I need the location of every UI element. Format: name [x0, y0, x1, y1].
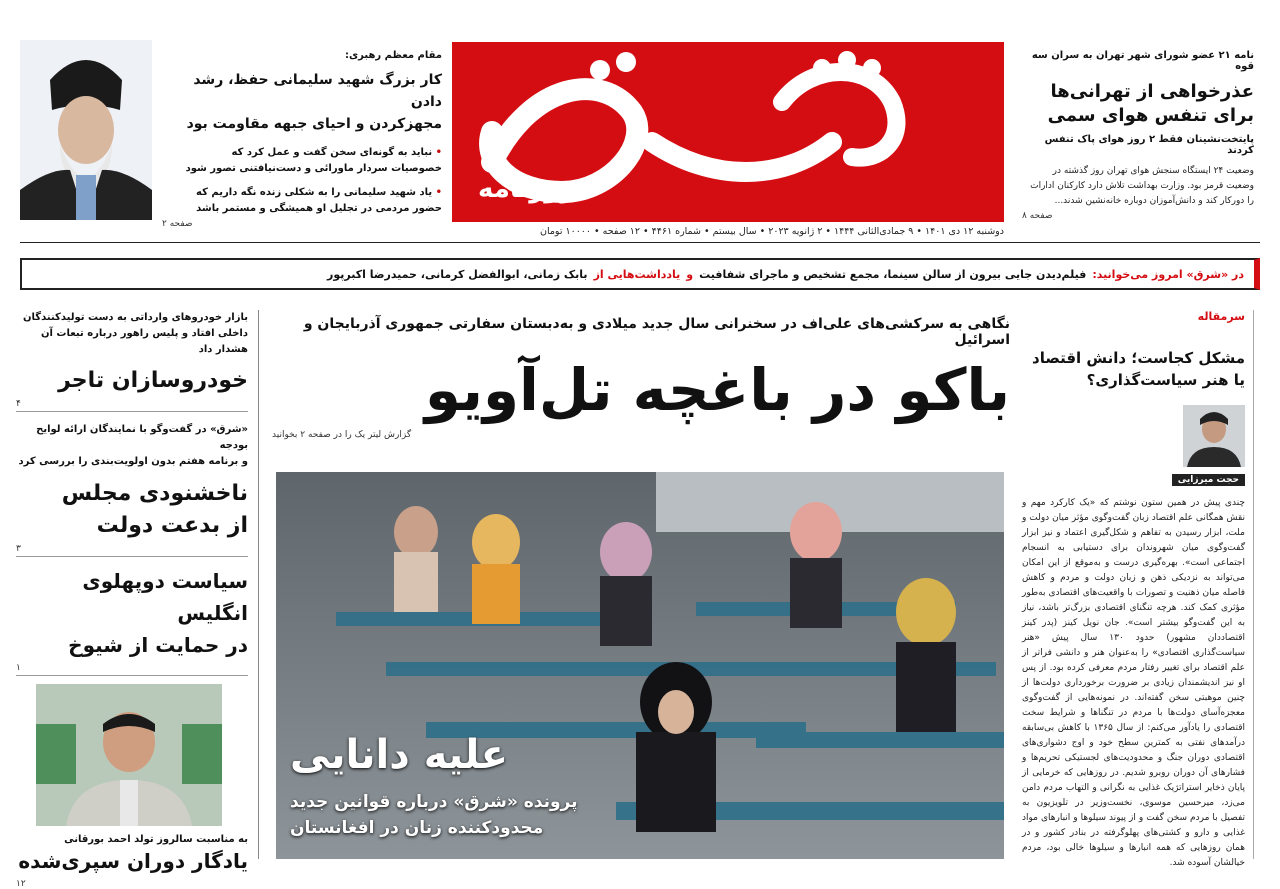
- top-right-page: صفحه ۸: [1022, 211, 1053, 221]
- editorial-headline-1: مشکل کجاست؛ دانش اقتصاد: [1032, 349, 1245, 367]
- top-right-kicker: نامه ۲۱ عضو شورای شهر تهران به سران سه قوه: [1031, 50, 1254, 72]
- story3-headline-2: در حمایت از شیوخ: [68, 633, 248, 657]
- story1-kicker-1: بازار خودروهای وارداتی به دست تولیدکنندگان: [23, 312, 248, 323]
- story1-headline: خودروسازان تاجر: [58, 368, 248, 393]
- story2-page: ۳: [16, 544, 248, 557]
- bourghani-photo: [36, 684, 222, 826]
- top-left-kicker: مقام معظم رهبری:: [344, 50, 442, 61]
- editorial-author: حجت میرزایی: [1172, 474, 1245, 486]
- top-left-story: [162, 50, 442, 229]
- lead-credit: گزارش لیتر یک را در صفحه ۲ بخوانید: [272, 430, 412, 440]
- feature-sub-1: پرونده «شرق» درباره قوانین جدید: [290, 792, 578, 812]
- story1-page: ۴: [16, 399, 248, 412]
- masthead: [452, 42, 1004, 222]
- feature-headline: علیه دانایی: [290, 732, 508, 778]
- portrait-leader: [20, 40, 152, 220]
- masthead-small-text: روزنامه: [478, 174, 576, 204]
- story3-headline-1: سیاست دوپهلوی انگلیس: [82, 569, 248, 625]
- story1-kicker-2: داخلی افتاد و پلیس راهور درباره تبعات آن هشدار داد: [40, 328, 248, 355]
- story4-page: ۱۲: [16, 879, 26, 889]
- teaser-text-1: فیلم‌دیدن جایی بیرون از سالن سینما، مجمع تشخیص و ماجرای شفافیت: [699, 267, 1087, 281]
- top-left-bullet-1a: • نباید به گونه‌ای سخن گفت و عمل کرد که: [162, 145, 442, 161]
- top-right-headline-2: برای تنفس هوای سمی: [1047, 105, 1254, 126]
- left-column: [16, 310, 248, 889]
- top-left-headline-2: مجهزکردن و احیای جبهه مقاومت بود: [186, 116, 442, 132]
- editorial-section: سرمقاله: [1197, 310, 1245, 323]
- top-left-bullet-1b: خصوصیات سردار ماورائی و دست‌نیافتنی تصور شود: [185, 163, 442, 174]
- story4-headline: یادگار دوران سپری‌شده: [18, 849, 248, 873]
- top-left-bullet-2b: حضور مردمی در تجلیل او همیشگی و مستمر باشد: [196, 203, 442, 214]
- bourghani-photo-icon: [36, 684, 222, 826]
- story4-kicker: به مناسبت سالروز تولد احمد بورقانی: [64, 834, 248, 845]
- top-right-body: وضعیت ۲۴ ایستگاه سنجش هوای تهران روز گذشته در وضعیت قرمز بود. وزارت بهداشت تلاش دارد کارکنان ادارات را دورکار کند و دانش‌آموزان دوباره خانه‌نشین شدند...: [1030, 166, 1254, 206]
- top-left-headline-1: کار بزرگ شهید سلیمانی حفظ، رشد دادن: [193, 72, 442, 110]
- left-column-divider: [258, 310, 259, 859]
- editorial-body: چندی پیش در همین ستون نوشتم که «یک کارکرد مهم و نقش همگانی علم اقتصاد زبان گفت‌وگوی مؤثر میان دولت و ملت، ابزار رسیدن به تفاهم و شکل‌گیری اعتماد و نیز ابزار گفت‌وگوی میان شهروندان برای دستیابی به انسجام اجتماعی است». بهره‌گیری درست و به‌موقع از این امکان می‌تواند به نزدیکی ذهن و زبان دولت و مردم و کاهش فاصله میان ذهنیت و تصورات با واقعیت‌های اقتصادی به‌طور مؤثری کمک کند. هرچه تنگنای اقتصادی بزرگ‌تر باشد، نیاز به این گفت‌وگو بیشتر است». جان نویل کینز (پدر کینز اقتصاددان مشهور) حدود ۱۳۰ سال پیش «هنر سیاست‌گذاری اقتصادی» را به‌عنوان هنر و دانشی فراتر از علم اقتصاد برای تغییر رفتار مردم معرفی کرده بود. از پس او نیز اندیشمندان زیادی بر ضرورت برخورداری دولت‌ها از چنین موهبتی سخن گفته‌اند. در نمونه‌هایی از گفت‌وگوی معجزه‌آسای دولت‌ها با مردم در تنگناها و شرایط سخت اقتصادی را یادآور می‌کنم: از سال ۱۳۶۵ با کاهش بی‌سابقه درآمدهای نفتی به کمترین سطح خود و اوج دشواری‌های اقتصادی دوران جنگ و محدودیت‌های لجستیکی تحریم‌ها و فشارهای آن دوران روبرو شدیم. در روزهایی که خرمایی از پایان ذخایر استراتژیک غذایی به نگرانی و التهاب مردم دامن می‌زد، میرحسین موسوی، نخست‌وزیر در تلویزیون به تفصیل با مردم سخن گفت و از پیوند سیلوها و انبارهای مواد غذایی و دارو و کشتی‌های پهلوگرفته در بنادر کشور و در همان روزهایی که همه انبارها و سیلوها خالی بود، مردم خیالشان آسوده شد.: [1022, 498, 1246, 868]
- top-left-page: صفحه ۲: [162, 219, 193, 229]
- lead-kicker: نگاهی به سرکشی‌های علی‌اف در سخنرانی سال جدید میلادی و به‌دبستان سفارتی جمهوری آذربایجان و اسرائیل: [303, 316, 1010, 348]
- teaser-text-2: بابک زمانی، ابوالفضل کرمانی، حمیدرضا اکبرپور: [327, 267, 588, 281]
- header-rule: [20, 242, 1260, 243]
- author-photo-icon: [1183, 405, 1245, 467]
- top-right-story: [1022, 50, 1254, 221]
- top-left-bullet-2a: • یاد شهید سلیمانی را به شکلی زنده نگه داریم که: [162, 185, 442, 201]
- lead-headline: باکو در باغچه تل‌آویو: [424, 356, 1010, 424]
- dateline: دوشنبه ۱۲ دی ۱۴۰۱ • ۹ جمادی‌الثانی ۱۴۴۴ • ۲ ژانویه ۲۰۲۳ • سال بیستم • شماره ۴۴۶۱ • ۱۲ صفحه • ۱۰۰۰۰ تومان: [539, 226, 1004, 237]
- teaser-label: در «شرق» امروز می‌خوانید:: [1092, 267, 1244, 281]
- story2-headline-1: ناخشنودی مجلس: [61, 481, 248, 506]
- teaser-and: و: [686, 267, 694, 281]
- teaser-label-2: یادداشت‌هایی از: [593, 267, 681, 281]
- story2-kicker-1: «شرق» در گفت‌وگو با نمایندگان ارائه لوایح بودجه: [36, 424, 248, 451]
- teaser-bar: [20, 258, 1260, 290]
- editorial-column: [1022, 310, 1254, 868]
- feature-sub-2: محدودکننده زنان در افغانستان: [290, 818, 544, 838]
- top-right-headline-1: عذرخواهی از تهرانی‌ها: [1050, 81, 1254, 102]
- feature-photo: [276, 472, 1004, 859]
- story2-kicker-2: و برنامه هفتم بدون اولویت‌بندی را بررسی کرد: [18, 456, 248, 467]
- portrait-leader-icon: [20, 40, 152, 220]
- story3-page: ۱: [16, 663, 248, 676]
- story2-headline-2: از بدعت دولت: [96, 513, 248, 538]
- top-right-sub: پایتخت‌نشینان فقط ۲ روز هوای پاک تنفس کردند: [1044, 134, 1254, 156]
- author-photo: [1183, 405, 1245, 467]
- editorial-headline-2: یا هنر سیاست‌گذاری؟: [1086, 371, 1245, 389]
